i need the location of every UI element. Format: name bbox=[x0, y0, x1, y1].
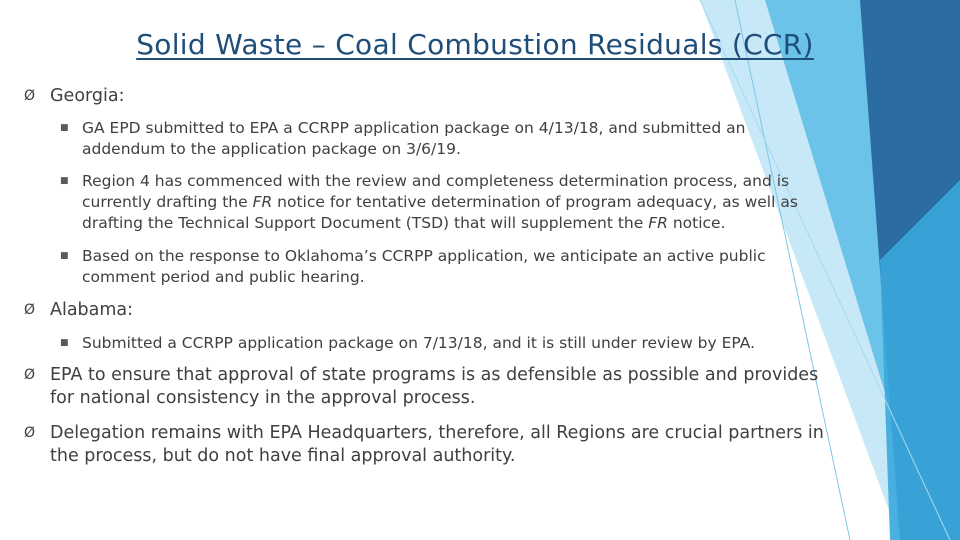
oklahoma-text: Based on the response to Oklahoma’s CCRPP application, we anticipate an active public comment period and public hearing. bbox=[82, 247, 766, 286]
square-bullet-icon: ■ bbox=[60, 338, 69, 348]
alabama-label: Alabama: bbox=[50, 300, 134, 320]
al-submission-text: Submitted a CCRPP application package on 7/13/18, and it is still under review by EPA. bbox=[82, 334, 756, 352]
square-bullet-icon: ■ bbox=[60, 176, 69, 186]
epa-approval-text: EPA to ensure that approval of state programs is as defensible as possible and provides for national consistency in the approval process. bbox=[50, 365, 819, 408]
arrow-bullet-icon: Ø bbox=[24, 367, 36, 383]
arrow-bullet-icon: Ø bbox=[24, 88, 36, 104]
slide-title: Solid Waste – Coal Combustion Residuals (CCR) bbox=[136, 28, 814, 61]
ga-submission-text: GA EPD submitted to EPA a CCRPP application package on 4/13/18, and submitted an addendum to the application package on 3/6/19. bbox=[82, 119, 746, 158]
delegation-text: Delegation remains with EPA Headquarters, therefore, all Regions are crucial partners in the process, but do not have final approval authority. bbox=[50, 423, 824, 466]
square-bullet-icon: ■ bbox=[60, 123, 69, 133]
arrow-bullet-icon: Ø bbox=[24, 302, 36, 318]
square-bullet-icon: ■ bbox=[60, 251, 69, 261]
arrow-bullet-icon: Ø bbox=[24, 425, 36, 441]
georgia-label: Georgia: bbox=[50, 86, 125, 106]
region4-text: Region 4 has commenced with the review and completeness determination process, and is currently drafting the FR notice for tentative determination of program adequacy, as well as drafting the Technical Support Document (TSD) that will supplement the FR notice. bbox=[82, 172, 798, 232]
